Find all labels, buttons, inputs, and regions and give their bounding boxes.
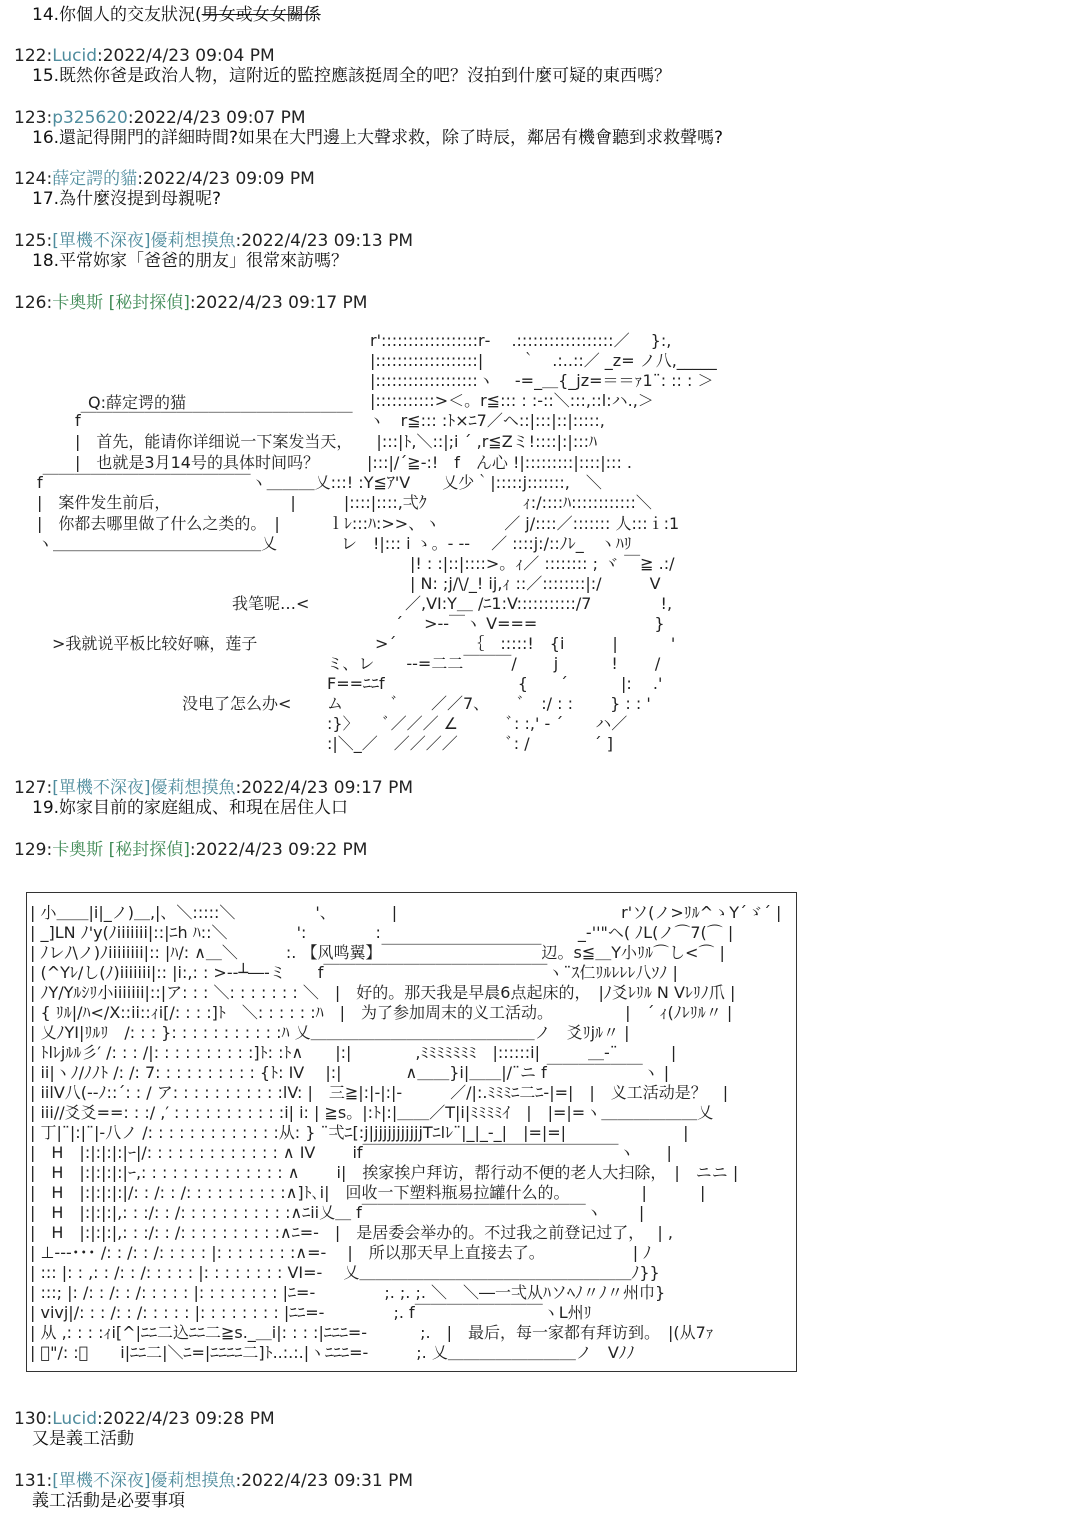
- aa-decoration: |:::::::::::::::::::ヽ ‐=_＿{_jz=＝＝ｧ1¨: :: : ＞: [370, 371, 714, 390]
- post-date: 2022/4/23 09:28 PM: [102, 1409, 275, 1429]
- aa-bubble-row: | 你都去哪里做了什么之类的。 | ｌﾚ:::ﾊ:>>、ヽ ／ j/::::／::::::: 人:::ｉ:1: [37, 514, 680, 533]
- aa-bubble-row: | H |:|:|:|:|ｰ,: : : : : : : : : : : : : : ∧ i| 挨家挨户拜访，帮行动不便的老人大扫除， | ニニ |: [30, 1163, 739, 1182]
- aa-decoration: >´ ｛ :::::! {i | ': [375, 634, 676, 653]
- post-header-125: 125:[單機不深夜]優莉想摸魚:2022/4/23 09:13 PM: [14, 231, 414, 251]
- aa-decoration: | :::; |: /: : /: : /: : : : : |: : : : : : : : |ﾆ=‐ ;. ;. ;. ＼ ＼―一弌从ﾊソﾍﾉ〃ﾉ〃州巾}: [30, 1283, 666, 1302]
- poster-name[interactable]: 卡奧斯 [秘封探偵]: [52, 293, 190, 313]
- aa-decoration: | (^Yﾚ/し(ﾉ)iiiiiii|:: |i:,: : >-‐┴―‐ミ f￣￣￣￣￣￣￣￣￣￣￣￣￣￣ヽ¨ｽ仁ﾘﾙﾚﾚﾚ八ｿﾉ |: [30, 963, 678, 982]
- aa-decoration: ／,VI:Y＿ /ﾆ1:V:::::::::::/7 !,: [405, 594, 673, 613]
- aa-bubble-row: | 案件发生前后， | |::::|::::,弌ｸ ｨ:/::::ﾊ::::::::::::＼: [37, 493, 652, 512]
- post-header-122: 122:Lucid:2022/4/23 09:04 PM: [14, 46, 275, 66]
- aa-decoration: | 乂ﾉYI|ﾘﾙﾘ /: : : }: : : : : : : : : : :ﾊ 乂＿＿＿＿＿＿＿＿＿＿＿＿＿＿ノ 爻ﾘjﾙ〃 |: [30, 1023, 630, 1042]
- aa-decoration: ム ﾞ ／／7、 ﾞ :/ : : } : : ': [327, 694, 651, 713]
- aa-bubble2-line2: 你都去哪里做了什么之类的。: [58, 514, 259, 533]
- post-date: 2022/4/23 09:07 PM: [133, 108, 306, 128]
- aa-bubble-row: | ﾉY/Yﾙｼﾘ小iiiiiii|::|ア: : : ＼: : : : : : : ＼ | 好的。那天我是早晨6点起床的， |ﾉ爻ﾚﾘﾙ N Vﾚﾘﾉ爪 |: [30, 983, 736, 1002]
- aa-speaker-row: | ﾉレﾉ\ノ)ﾉiiiiiiii|:: |ﾊ/: ∧＿＼ :. 【风鸣翼】￣￣￣￣￣￣￣￣￣￣辺。s≦＿Y小ﾘﾙ⌒し<⌒ |: [30, 943, 725, 962]
- aa-speech4-text: 最后，每一家都有拜访到。: [467, 1323, 652, 1342]
- struck-text: 男女或女女關係: [201, 5, 321, 25]
- post-date: 2022/4/23 09:09 PM: [142, 169, 315, 189]
- aa-side-text: 我笔呢…<: [232, 594, 310, 613]
- post-header-130: 130:Lucid:2022/4/23 09:28 PM: [14, 1409, 275, 1429]
- aa-decoration: | ﾞ"/: :／ i|ﾆﾆ二|＼ﾆ=|ﾆﾆﾆﾆ二]ﾄ..:.:.|ヽﾆﾆﾆ=‐ ;. 乂＿＿＿＿＿＿＿＿ノ Vﾉﾉ: [30, 1343, 635, 1362]
- aa-bubble-row: | 从 ,: : : :ｨi[^|ﾆﾆ二込ﾆﾆ二≧s._＿i|: : : :|ﾆﾆﾆ=‐ ;. | 最后，每一家都有拜访到。 |(从7ｧ: [30, 1323, 714, 1342]
- post-header-131: 131:[單機不深夜]優莉想摸魚:2022/4/23 09:31 PM: [14, 1471, 414, 1491]
- aa-decoration: | H |:|:|:|:|ｰ|/: : : : : : : : : : : : : ∧ IV if￣￣￣￣￣￣￣￣￣￣￣￣￣￣￣￣ヽ |: [30, 1143, 672, 1162]
- aa-decoration: | ii|ヽﾉ/ﾉﾉﾄ /: /: 7: : : : : : : : : : {ﾄ: IV |:| ∧＿＿}i|＿＿|/¨ニ f￣￣￣￣￣￣ヽ |: [30, 1063, 670, 1082]
- post-number: 125:: [14, 231, 53, 251]
- aa-decoration: f￣￣￣￣￣￣￣￣￣￣￣￣￣ヽ＿＿＿乂:::! :Y≦ｱ'V 乂少｀|:::::j:::::::, ＼: [37, 473, 602, 492]
- post-date: 2022/4/23 09:31 PM: [241, 1471, 414, 1491]
- aa-bubble1-line2: 也就是3月14号的具体时间吗？: [96, 453, 319, 472]
- poster-name[interactable]: 卡奧斯 [秘封探偵]: [52, 840, 190, 860]
- aa-speech1-line2: 为了参加周末的义工活动。: [361, 1003, 546, 1022]
- post-number: 127:: [14, 778, 53, 798]
- post-number: 126:: [14, 293, 53, 313]
- aa-decoration: | 丁|¨|:|¨|‐八ノ /: : : : : : : : : : : : :从: } ¨弌ﾆ[:j|jjjjjjjjjjjTﾆlﾚ¨|_|_-_| |=|=| |: [30, 1123, 689, 1142]
- aa-q-label: Q:薛定谔的猫: [88, 393, 186, 412]
- poster-name[interactable]: [單機不深夜]優莉想摸魚: [52, 1471, 236, 1491]
- post-header-129: 129:卡奧斯 [秘封探偵]:2022/4/23 09:22 PM: [14, 840, 368, 860]
- post-body-14: [32, 5, 321, 25]
- aa-decoration: |:::::::::::::::::::| ｀ .:..::／ _z= ノ八,_____: [370, 351, 717, 370]
- post-date: 2022/4/23 09:13 PM: [241, 231, 414, 251]
- aa-bubble-row: | H |:|:|:|,: : :/: : /: : : : : : : : : :∧ﾆ=‐ | 是居委会举办的。不过我之前登记过了， | ,: [30, 1223, 673, 1242]
- aa-decoration: :}〉 ﾞ／／／ ∠ ﾞ: :,' ‐ ´ ハ／: [327, 714, 628, 733]
- aa-bubble1-line1: 首先，能请你详细说一下案发当天，: [96, 432, 345, 451]
- poster-name[interactable]: p325620: [52, 108, 128, 128]
- aa-speech2-line1: 挨家挨户拜访，帮行动不便的老人大扫除，: [362, 1163, 659, 1182]
- post-body-130: 又是義工活動: [32, 1429, 134, 1449]
- aa-decoration: | H |:|:|:|,: : :/: : /: : : : : : : : : : :∧ﾆii乂＿ f￣￣￣￣￣￣￣￣￣￣￣￣￣￣ヽ |: [30, 1203, 645, 1222]
- post-date: 2022/4/23 09:17 PM: [195, 293, 368, 313]
- aa-speech1-line1: 好的。那天我是早晨6点起床的，: [356, 983, 583, 1002]
- aa-bubble-row: | iilV八(‐‐ﾉ::´: : / ア: : : : : : : : : : :lV: | 三≧|:|‐|:|‐ ／/|:.ﾐﾐﾐﾆ二ﾆ‐|=| | 义工活动是？ |: [30, 1083, 729, 1102]
- aa-decoration: | N: ;j/\/_! ij,ｨ ::／::::::::|:/ V: [410, 574, 661, 593]
- post-header-127: 127:[單機不深夜]優莉想摸魚:2022/4/23 09:17 PM: [14, 778, 414, 798]
- aa-side-text: 没电了怎么办<: [182, 694, 292, 713]
- poster-name[interactable]: Lucid: [52, 1409, 97, 1429]
- post-date: 2022/4/23 09:17 PM: [241, 778, 414, 798]
- aa-decoration: | 小＿＿|i|_ノ)＿,|、＼:::::＼ '、 | r'ソ(ノ>ﾘﾙ^ゝY´ゞ´ |: [30, 903, 782, 922]
- aa-decoration: |! : :|::|::::>。ｨ／ :::::::: ; ヾ ￣≧ .:/: [410, 554, 675, 573]
- aa-bubble-row: | 也就是3月14号的具体时间吗？ |:::|/´≧-:! f ん心 !|:::::::::|::::|::: .: [75, 453, 633, 472]
- aa-decoration: | vivj|/: : : /: : /: : : : : |: : : : : : : : |ﾆﾆ=‐ ;. f￣￣￣￣￣￣￣￣ヽL州ﾘ: [30, 1303, 592, 1322]
- aa-decoration: | _]LN ﾉ'y(ﾉiiiiiii|::|ﾆh ﾊ::＼ ': : _‐''"ヘ( ﾉL(ノ⌒7(⌒ |: [30, 923, 734, 942]
- post-header-124: 124:薛定諤的貓:2022/4/23 09:09 PM: [14, 169, 315, 189]
- post-body-125: 18.平常妳家「爸爸的朋友」很常來訪嗎？: [32, 251, 349, 271]
- aa-decoration: | ::: |: : ,: : /: : /: : : : : |: : : : : : : : VI=‐ 乂＿＿＿＿＿＿＿＿＿＿＿＿＿＿＿＿＿ﾉ}}: [30, 1263, 660, 1282]
- poster-name[interactable]: [單機不深夜]優莉想摸魚: [52, 231, 236, 251]
- aa-speaker-name: 【风鸣翼】: [301, 943, 382, 962]
- aa-decoration: ´ >-‐￣ヽ V=== }: [395, 614, 665, 633]
- post-body-127: 19.妳家目前的家庭組成、和現在居住人口: [32, 798, 349, 818]
- post-body-122: 15.既然你爸是政治人物，這附近的監控應該挺周全的吧？沒拍到什麼可疑的東西嗎？: [32, 66, 672, 86]
- post-date: 2022/4/23 09:04 PM: [102, 46, 275, 66]
- aa-speech2-line2: 回收一下塑料瓶易拉罐什么的。: [345, 1183, 562, 1202]
- post-number: 130:: [14, 1409, 53, 1429]
- post-number: 123:: [14, 108, 53, 128]
- aa-decoration: :|＼_／ ／／／／ ﾞ: / ´ ]: [327, 734, 613, 753]
- post-body-124: 17.為什麼沒提到母親呢?: [32, 189, 222, 209]
- post-body-131: 義工活動是必要事項: [32, 1491, 185, 1511]
- aa-decoration: ヽ＿＿＿＿＿＿＿＿＿＿＿＿＿乂 レ !|::: i ゝ。- ‐‐ ／ ::::j:/::ﾉﾚ_ ヽﾊﾘ: [37, 534, 632, 553]
- poster-name[interactable]: [單機不深夜]優莉想摸魚: [52, 778, 236, 798]
- post-header-123: 123:p325620:2022/4/23 09:07 PM: [14, 108, 306, 128]
- aa-decoration: F==ﾆﾆf { ´ |: .': [327, 674, 663, 693]
- aa-speech3-line2: 所以那天早上直接去了。: [368, 1243, 537, 1262]
- post-number: 122:: [14, 46, 53, 66]
- post-body-text: 14.你個人的交友狀況(: [32, 5, 202, 25]
- aa-bubble-row: | 首先，能请你详细说一下案发当天， |:::|ﾄ,＼::|;i ´ ,r≦Zミ!::::|:|:::ﾊ: [75, 432, 597, 451]
- aa-decoration: | iii//爻爻==: : :/ ,′ : : : : : : : : : : :i| i: | ≧s。|:ﾄ|:|＿＿／T|i|ﾐﾐﾐﾐｲ | |=|=ヽ＿＿＿＿＿＿乂: [30, 1103, 714, 1122]
- poster-name[interactable]: 薛定諤的貓: [52, 169, 138, 189]
- aa-decoration: | ﾄlﾚjﾙﾙ彡′ /: : : /|: : : : : : : : : :]ﾄ: :ﾄ∧ |:| ,ﾐﾐﾐﾐﾐﾐﾐ |::::::i| ＿-¨ |: [30, 1043, 677, 1062]
- aa-decoration: r'::::::::::::::::::r‐ .::::::::::::::::::／ }:,: [370, 331, 672, 350]
- aa-bubble-row: | { ﾘﾙ|/ﾊ</X::ii::ｨi[/: : : :]ﾄ ＼: : : : : :ﾊ | 为了参加周末的义工活动。 | ´ ｨ(ﾉﾚﾘﾙ〃 |: [30, 1003, 733, 1022]
- aa-speech3-line1: 是居委会举办的。不过我之前登记过了，: [356, 1223, 637, 1242]
- aa-decoration: f￣￣￣￣￣￣￣￣￣￣￣￣￣￣￣￣￣ ヽ r≦::: :ﾄ×ﾆ7／ヘ::|:::|::|:::::,: [75, 411, 605, 430]
- post-number: 124:: [14, 169, 53, 189]
- poster-name[interactable]: Lucid: [52, 46, 97, 66]
- aa-question-text: 义工活动是？: [610, 1083, 707, 1102]
- aa-bubble2-line1: 案件发生前后，: [58, 493, 163, 512]
- aa-decoration: |:::::::::::>＜。r≦::: : :‐::＼:::,::l:ハ.,＞: [370, 391, 654, 410]
- post-body-123: 16.還記得開門的詳細時間?如果在大門邊上大聲求救，除了時辰，鄰居有機會聽到求救聲嗎?: [32, 128, 724, 148]
- post-date: 2022/4/23 09:22 PM: [195, 840, 368, 860]
- aa-bubble-row: | ⊥‐‐‐･･･ /: : /: : /: : : : : |: : : : : : : :∧=‐ | 所以那天早上直接去了。 | ﾉ: [30, 1243, 652, 1262]
- post-header-126: 126:卡奧斯 [秘封探偵]:2022/4/23 09:17 PM: [14, 293, 368, 313]
- post-number: 131:: [14, 1471, 53, 1491]
- post-number: 129:: [14, 840, 53, 860]
- aa-decoration: ミ、レ ‐‐=二二￣￣￣/ j ! /: [327, 654, 661, 673]
- aa-bubble-row: | H |:|:|:|:|/: : /: : /: : : : : : : : : :∧]ﾄ､i| 回收一下塑料瓶易拉罐什么的。 | |: [30, 1183, 706, 1202]
- aa-side-text: >我就说平板比较好嘛，莲子: [52, 634, 258, 653]
